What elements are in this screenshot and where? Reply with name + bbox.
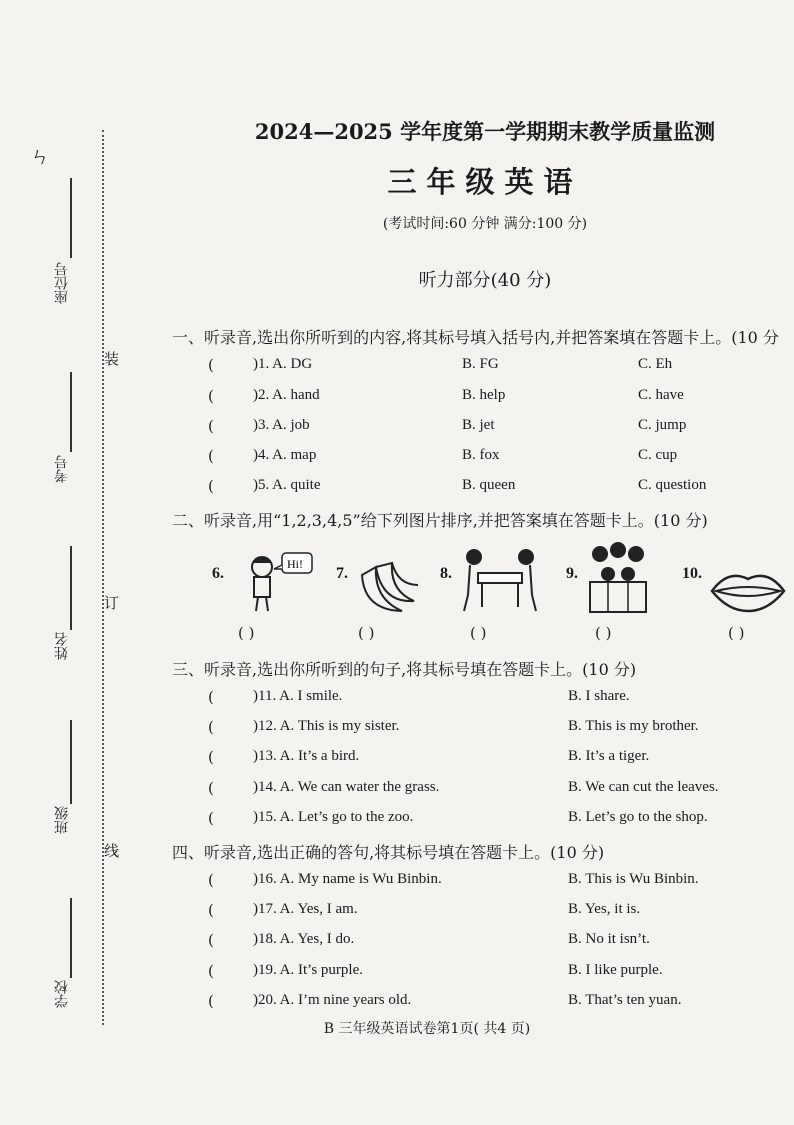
mouth-picture <box>708 565 788 615</box>
answer-paren[interactable]: ( <box>208 901 214 919</box>
option-b: B. It’s a tiger. <box>568 748 650 764</box>
listening-part-title: 听力部分(40 分) <box>418 270 552 291</box>
answer-paren[interactable]: ( <box>208 992 214 1010</box>
option-b: B. queen <box>462 477 516 493</box>
section-1-instructions: 一、听录音,选出你所听到的内容,将其标号填入括号内,并把答案填在答题卡上。(10 分 <box>172 328 779 347</box>
picture-answer-paren-9[interactable]: ( ) <box>595 624 612 642</box>
option-a: )3. A. job <box>253 417 310 433</box>
picture-answer-paren-8[interactable]: ( ) <box>470 624 487 642</box>
name-line <box>70 546 72 630</box>
option-a: )4. A. map <box>253 447 317 463</box>
exam-title: 2024—2025 学年度第一学期期末教学质量监测 <box>254 119 716 144</box>
class-line <box>70 720 72 804</box>
option-a: )15. A. Let’s go to the zoo. <box>253 809 414 825</box>
option-b: B. We can cut the leaves. <box>568 779 719 795</box>
option-c: C. jump <box>638 417 687 433</box>
option-b: B. Yes, it is. <box>568 901 641 917</box>
name-label: 姓名 <box>54 632 70 660</box>
option-a: )16. A. My name is Wu Binbin. <box>253 871 442 887</box>
option-a: )17. A. Yes, I am. <box>253 901 358 917</box>
girl-saying-hi-picture <box>240 545 320 615</box>
class-label: 班级 <box>54 806 70 834</box>
section-2-instructions: 二、听录音,用“1,2,3,4,5”给下列图片排序,并把答案填在答题卡上。(10 分) <box>172 511 708 530</box>
option-c: C. question <box>638 477 707 493</box>
family-picture <box>582 540 652 616</box>
section-4-instructions: 四、听录音,选出正确的答句,将其标号填在答题卡上。(10 分) <box>172 843 605 862</box>
option-b: B. FG <box>462 356 499 372</box>
binding-mark-xian: 线 <box>104 842 120 860</box>
picture-number-7: 7. <box>336 565 348 582</box>
option-b: B. help <box>462 387 506 403</box>
option-b: B. That’s ten yuan. <box>568 992 682 1008</box>
school-label: 学校 <box>54 980 70 1008</box>
picture-number-8: 8. <box>440 565 452 582</box>
picture-number-9: 9. <box>566 565 578 582</box>
answer-paren[interactable]: ( <box>208 718 214 736</box>
answer-paren[interactable]: ( <box>208 779 214 797</box>
option-a: )12. A. This is my sister. <box>253 718 400 734</box>
seat-number-label: 座位号 <box>54 262 70 304</box>
answer-paren[interactable]: ( <box>208 356 214 374</box>
option-a: )13. A. It’s a bird. <box>253 748 360 764</box>
option-b: B. I like purple. <box>568 962 663 978</box>
answer-paren[interactable]: ( <box>208 962 214 980</box>
picture-number-10: 10. <box>682 565 702 582</box>
answer-paren[interactable]: ( <box>208 387 214 405</box>
option-a: )2. A. hand <box>253 387 320 403</box>
option-c: C. cup <box>638 447 678 463</box>
kids-moving-desk-picture <box>460 545 540 615</box>
option-b: B. This is my brother. <box>568 718 699 734</box>
answer-paren[interactable]: ( <box>208 417 214 435</box>
option-b: B. jet <box>462 417 495 433</box>
section-3-instructions: 三、听录音,选出你所听到的句子,将其标号填在答题卡上。(10 分) <box>172 660 637 679</box>
binding-mark-ding: 订 <box>104 594 120 612</box>
speech-bubble-text: Hi! <box>287 557 303 571</box>
subject-title: 三年级英语 <box>387 165 583 199</box>
option-b: B. I share. <box>568 688 630 704</box>
option-a: )11. A. I smile. <box>253 688 343 704</box>
picture-number-6: 6. <box>212 565 224 582</box>
option-c: C. Eh <box>638 356 673 372</box>
option-a: )14. A. We can water the grass. <box>253 779 440 795</box>
picture-answer-paren-6[interactable]: ( ) <box>238 624 255 642</box>
option-b: B. Let’s go to the shop. <box>568 809 708 825</box>
binding-mark-zhuang: 装 <box>104 350 120 368</box>
stray-mark: ㄣ <box>30 144 50 168</box>
bananas-picture <box>352 555 422 617</box>
option-c: C. have <box>638 387 684 403</box>
seat-number-line <box>70 178 72 258</box>
exam-number-label: 考号 <box>54 455 70 483</box>
option-a: )20. A. I’m nine years old. <box>253 992 412 1008</box>
option-b: B. fox <box>462 447 500 463</box>
picture-answer-paren-10[interactable]: ( ) <box>728 624 745 642</box>
picture-answer-paren-7[interactable]: ( ) <box>358 624 375 642</box>
answer-paren[interactable]: ( <box>208 477 214 495</box>
answer-paren[interactable]: ( <box>208 447 214 465</box>
answer-paren[interactable]: ( <box>208 809 214 827</box>
option-a: )19. A. It’s purple. <box>253 962 363 978</box>
exam-number-line <box>70 372 72 452</box>
option-b: B. No it isn’t. <box>568 931 650 947</box>
option-a: )1. A. DG <box>253 356 313 372</box>
answer-paren[interactable]: ( <box>208 748 214 766</box>
answer-paren[interactable]: ( <box>208 688 214 706</box>
school-line <box>70 898 72 978</box>
option-b: B. This is Wu Binbin. <box>568 871 699 887</box>
answer-paren[interactable]: ( <box>208 931 214 949</box>
page-footer: B 三年级英语试卷第1页( 共4 页) <box>323 1021 531 1037</box>
answer-paren[interactable]: ( <box>208 871 214 889</box>
option-a: )18. A. Yes, I do. <box>253 931 355 947</box>
binding-dotted-line <box>102 130 104 1025</box>
exam-info: (考试时间:60 分钟 满分:100 分) <box>382 216 588 232</box>
option-a: )5. A. quite <box>253 477 321 493</box>
